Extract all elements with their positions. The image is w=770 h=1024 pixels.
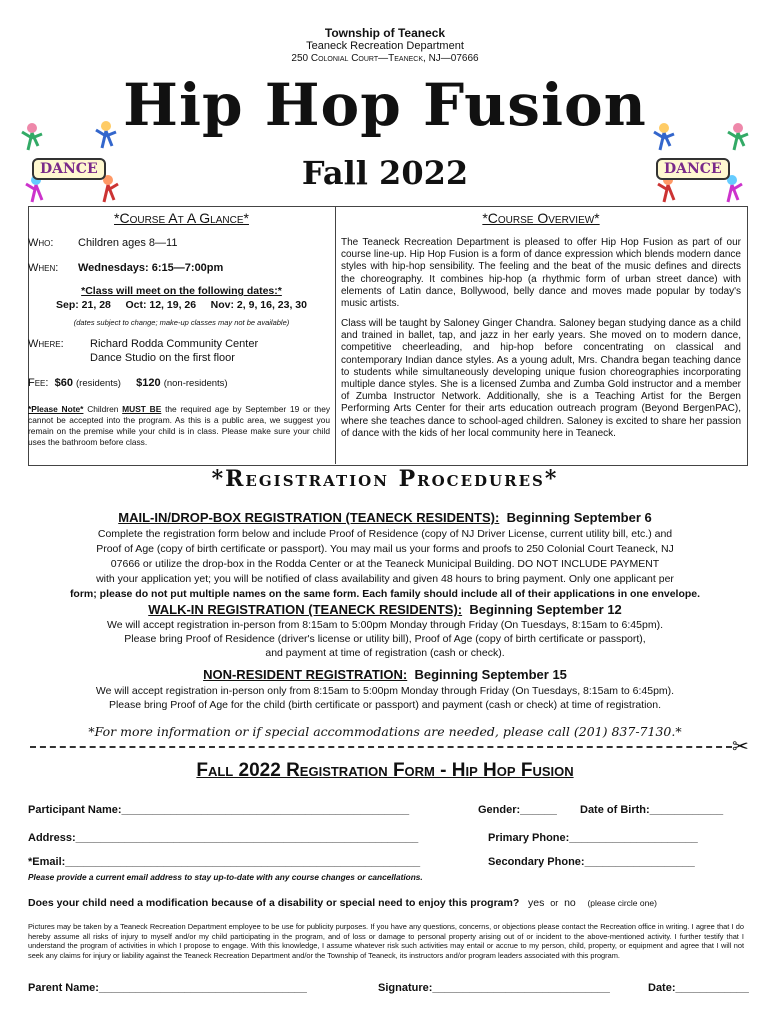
fee-row — [28, 377, 228, 389]
modification-question: Does your child need a modification because of a disability or special need to enjoy this program? — [28, 897, 520, 909]
season-title: Fall 2022 — [301, 154, 469, 192]
who-label: Who: — [28, 237, 54, 249]
non-resident-begin: Beginning September 15 — [414, 667, 567, 682]
overview-paragraph-1: The Teaneck Recreation Department is pleased to offer Hip Hop Fusion as part of our course line-up. Hip Hop Fusion is a form of dance expression which blends modern dance styles with hip-hop sensibility. The feeling and the beat of the music defines and directs the choreography. It combines hip-hop (a rhythmic form of urban street dance) with elements of Latin dance, Bollywood, belly dance and moves made popular by today's music artists. — [341, 237, 741, 310]
waiver-text: Pictures may be taken by a Teaneck Recreation Department employee to be use for publicity purposes. If you have any questions, concerns, or objections please contact the Recreation office in writing. I agree that I do hereby assume all risks of injury to myself and/or my child participating in the program, and of loss or damage to personal property arising out of or incident to the above-mentioned activity. I further testify that I understand the program of activities in which I propose to engage. With this knowledge, I assume whatever risk such activities may entail or accrue to my person, child, property, or equipment and agree that I will not seek any claims for injury or liability against the Teaneck Recreation Department and/or the Township of Teaneck, its instructors and/or program leaders associated with this program. — [28, 922, 744, 960]
where-line1: Richard Rodda Community Center — [90, 338, 259, 350]
parent-name-field[interactable]: Parent Name:__________________________________ — [28, 982, 307, 994]
when-label: When: — [28, 262, 59, 274]
fee-nonresident-note: (non-residents) — [163, 378, 228, 389]
walk-in-line-2: Please bring Proof of Residence (driver's license or utility bill), Proof of Age (copy of birth certificate or passport), — [124, 633, 646, 645]
mail-in-heading-row — [0, 510, 770, 525]
walk-in-line-3: and payment at time of registration (cash or check). — [265, 647, 505, 659]
walk-in-begin: Beginning September 12 — [469, 602, 622, 617]
dance-clipart-right — [646, 118, 756, 206]
page-title: Hip Hop Fusion — [123, 71, 647, 139]
where-line2: Dance Studio on the first floor — [90, 352, 235, 364]
class-dates: Sep: 21, 28 Oct: 12, 19, 26 Nov: 2, 9, 16, 23, 30 — [56, 299, 307, 311]
non-resident-heading: NON-RESIDENT REGISTRATION: — [203, 667, 408, 682]
dance-badge-right: DANCE — [656, 158, 730, 180]
date-field[interactable]: Date:____________ — [648, 982, 749, 994]
mail-in-line-2: Proof of Age (copy of birth certificate or passport). You may mail us your forms and proofs to 250 Colonial Court Teaneck, NJ — [96, 543, 674, 555]
non-resident-heading-row — [0, 667, 770, 682]
dance-badge-left: DANCE — [32, 158, 106, 180]
walk-in-heading: WALK-IN REGISTRATION (TEANECK RESIDENTS): — [148, 602, 463, 617]
mail-in-line-3: 07666 or utilize the drop-box in the Rodda Center or at the Teaneck Municipal Building. DO NOT INCLUDE PAYMENT — [110, 558, 660, 570]
non-resident-line-2: Please bring Proof of Age for the child (birth certificate or passport) and payment (cash or check) at time of registration. — [108, 699, 662, 711]
modification-yes[interactable]: yes — [528, 897, 545, 909]
glance-heading: *Course At A Glance* — [114, 210, 249, 226]
modification-row — [28, 897, 657, 909]
meet-heading: *Class will meet on the following dates:* — [81, 285, 282, 297]
org-name: Township of Teaneck — [324, 26, 446, 40]
overview-paragraph-2: Class will be taught by Saloney Ginger Chandra. Saloney began studying dance as a child and trained in ballet, tap, and jazz in her early years. She moved on to modern dance, competitive cheerleading, and hip-hop before concentrating on classical and contemporary Indian dance styles. As a young adult, Mrs. Chandra began teaching dance to students while simultaneously developing unique fusion choreographies incorporating multiple dance styles. She is a licensed Zumba and Zumba Gold instructor and a member of Zumba Instructor Network. Additionally, she is a Teaching Artist for the Bergen Performing Arts Center for their arts education outreach program (Beyond BergenPAC), where she teaches dance to school-aged children. Saloney is excited to share her passion of dance with the kids of her local community here in Teaneck. — [341, 318, 741, 439]
form-heading: Fall 2022 Registration Form - Hip Hop Fusion — [196, 760, 574, 781]
dept-name: Teaneck Recreation Department — [306, 40, 464, 52]
info-line: *For more information or if special accommodations are needed, please call (201) 837-7130.* — [88, 724, 682, 739]
modification-or: or — [550, 898, 559, 908]
walk-in-line-1: We will accept registration in-person from 8:15am to 5:00pm Monday through Friday (On Tuesdays, 8:15am to 6:45pm). — [107, 619, 663, 631]
dept-address: 250 Colonial Court—Teaneck, NJ—07666 — [291, 53, 479, 64]
primary-phone-field[interactable]: Primary Phone:_____________________ — [488, 832, 698, 844]
cut-line — [30, 746, 732, 748]
fee-nonresident: $120 — [136, 377, 161, 389]
participant-name-field[interactable]: Participant Name:_______________________________________________ — [28, 804, 410, 816]
note-text-a: Children — [87, 404, 119, 414]
walk-in-heading-row — [0, 602, 770, 617]
gender-field[interactable]: Gender:______ — [478, 804, 557, 816]
secondary-phone-field[interactable]: Secondary Phone:__________________ — [488, 856, 695, 868]
note-text-b: the required age by September 19 or they cannot be accepted into the program. As this is a public area, we suggest you remain on the premise while your child is in class. Please make sure your child uses the bathroom before class. — [28, 404, 331, 447]
mail-in-line-1: Complete the registration form below and include Proof of Residence (copy of NJ Driver License, current utility bill, etc.) and — [97, 528, 673, 540]
note-must: MUST BE — [122, 404, 162, 414]
non-resident-line-1: We will accept registration in-person only from 8:15am to 5:00pm Monday through Friday (On Tuesdays, 8:15am to 6:45pm). — [95, 685, 675, 697]
when-value: Wednesdays: 6:15—7:00pm — [78, 262, 224, 274]
fee-resident: $60 — [54, 377, 73, 389]
email-field[interactable]: *Email:__________________________________________________________ — [28, 856, 421, 868]
fee-resident-note: (residents) — [76, 378, 121, 389]
modification-circle-note: (please circle one) — [587, 898, 657, 908]
who-value: Children ages 8—11 — [78, 237, 178, 249]
registration-heading: *Registration Procedures* — [211, 466, 559, 492]
dance-clipart-left — [18, 118, 128, 206]
mail-in-line-4: with your application yet; you will be notified of class availability and given 48 hours to bring payment. Only one applicant per — [96, 573, 674, 585]
mail-in-begin: Beginning September 6 — [506, 510, 652, 525]
dates-note: (dates subject to change; make-up classes may not be available) — [73, 318, 290, 327]
mail-in-heading: MAIL-IN/DROP-BOX REGISTRATION (TEANECK RESIDENTS): — [118, 510, 500, 525]
modification-no[interactable]: no — [564, 897, 576, 909]
mail-in-line-5: form; please do not put multiple names on the same form. Each family should include all of their applications in one envelope. — [69, 588, 701, 600]
email-note: Please provide a current email address to stay up-to-date with any course changes or cancellations. — [28, 872, 423, 882]
date-of-birth-field[interactable]: Date of Birth:____________ — [580, 804, 724, 816]
address-field[interactable]: Address:________________________________________________________ — [28, 832, 419, 844]
signature-field[interactable]: Signature:_____________________________ — [378, 982, 610, 994]
note-label: *Please Note* — [28, 404, 84, 414]
scissors-icon: ✂ — [732, 736, 749, 758]
info-box-divider — [335, 206, 336, 464]
please-note — [28, 404, 330, 448]
fee-label: Fee: — [28, 377, 49, 389]
overview-heading: *Course Overview* — [482, 210, 600, 226]
where-label: Where: — [28, 338, 64, 350]
